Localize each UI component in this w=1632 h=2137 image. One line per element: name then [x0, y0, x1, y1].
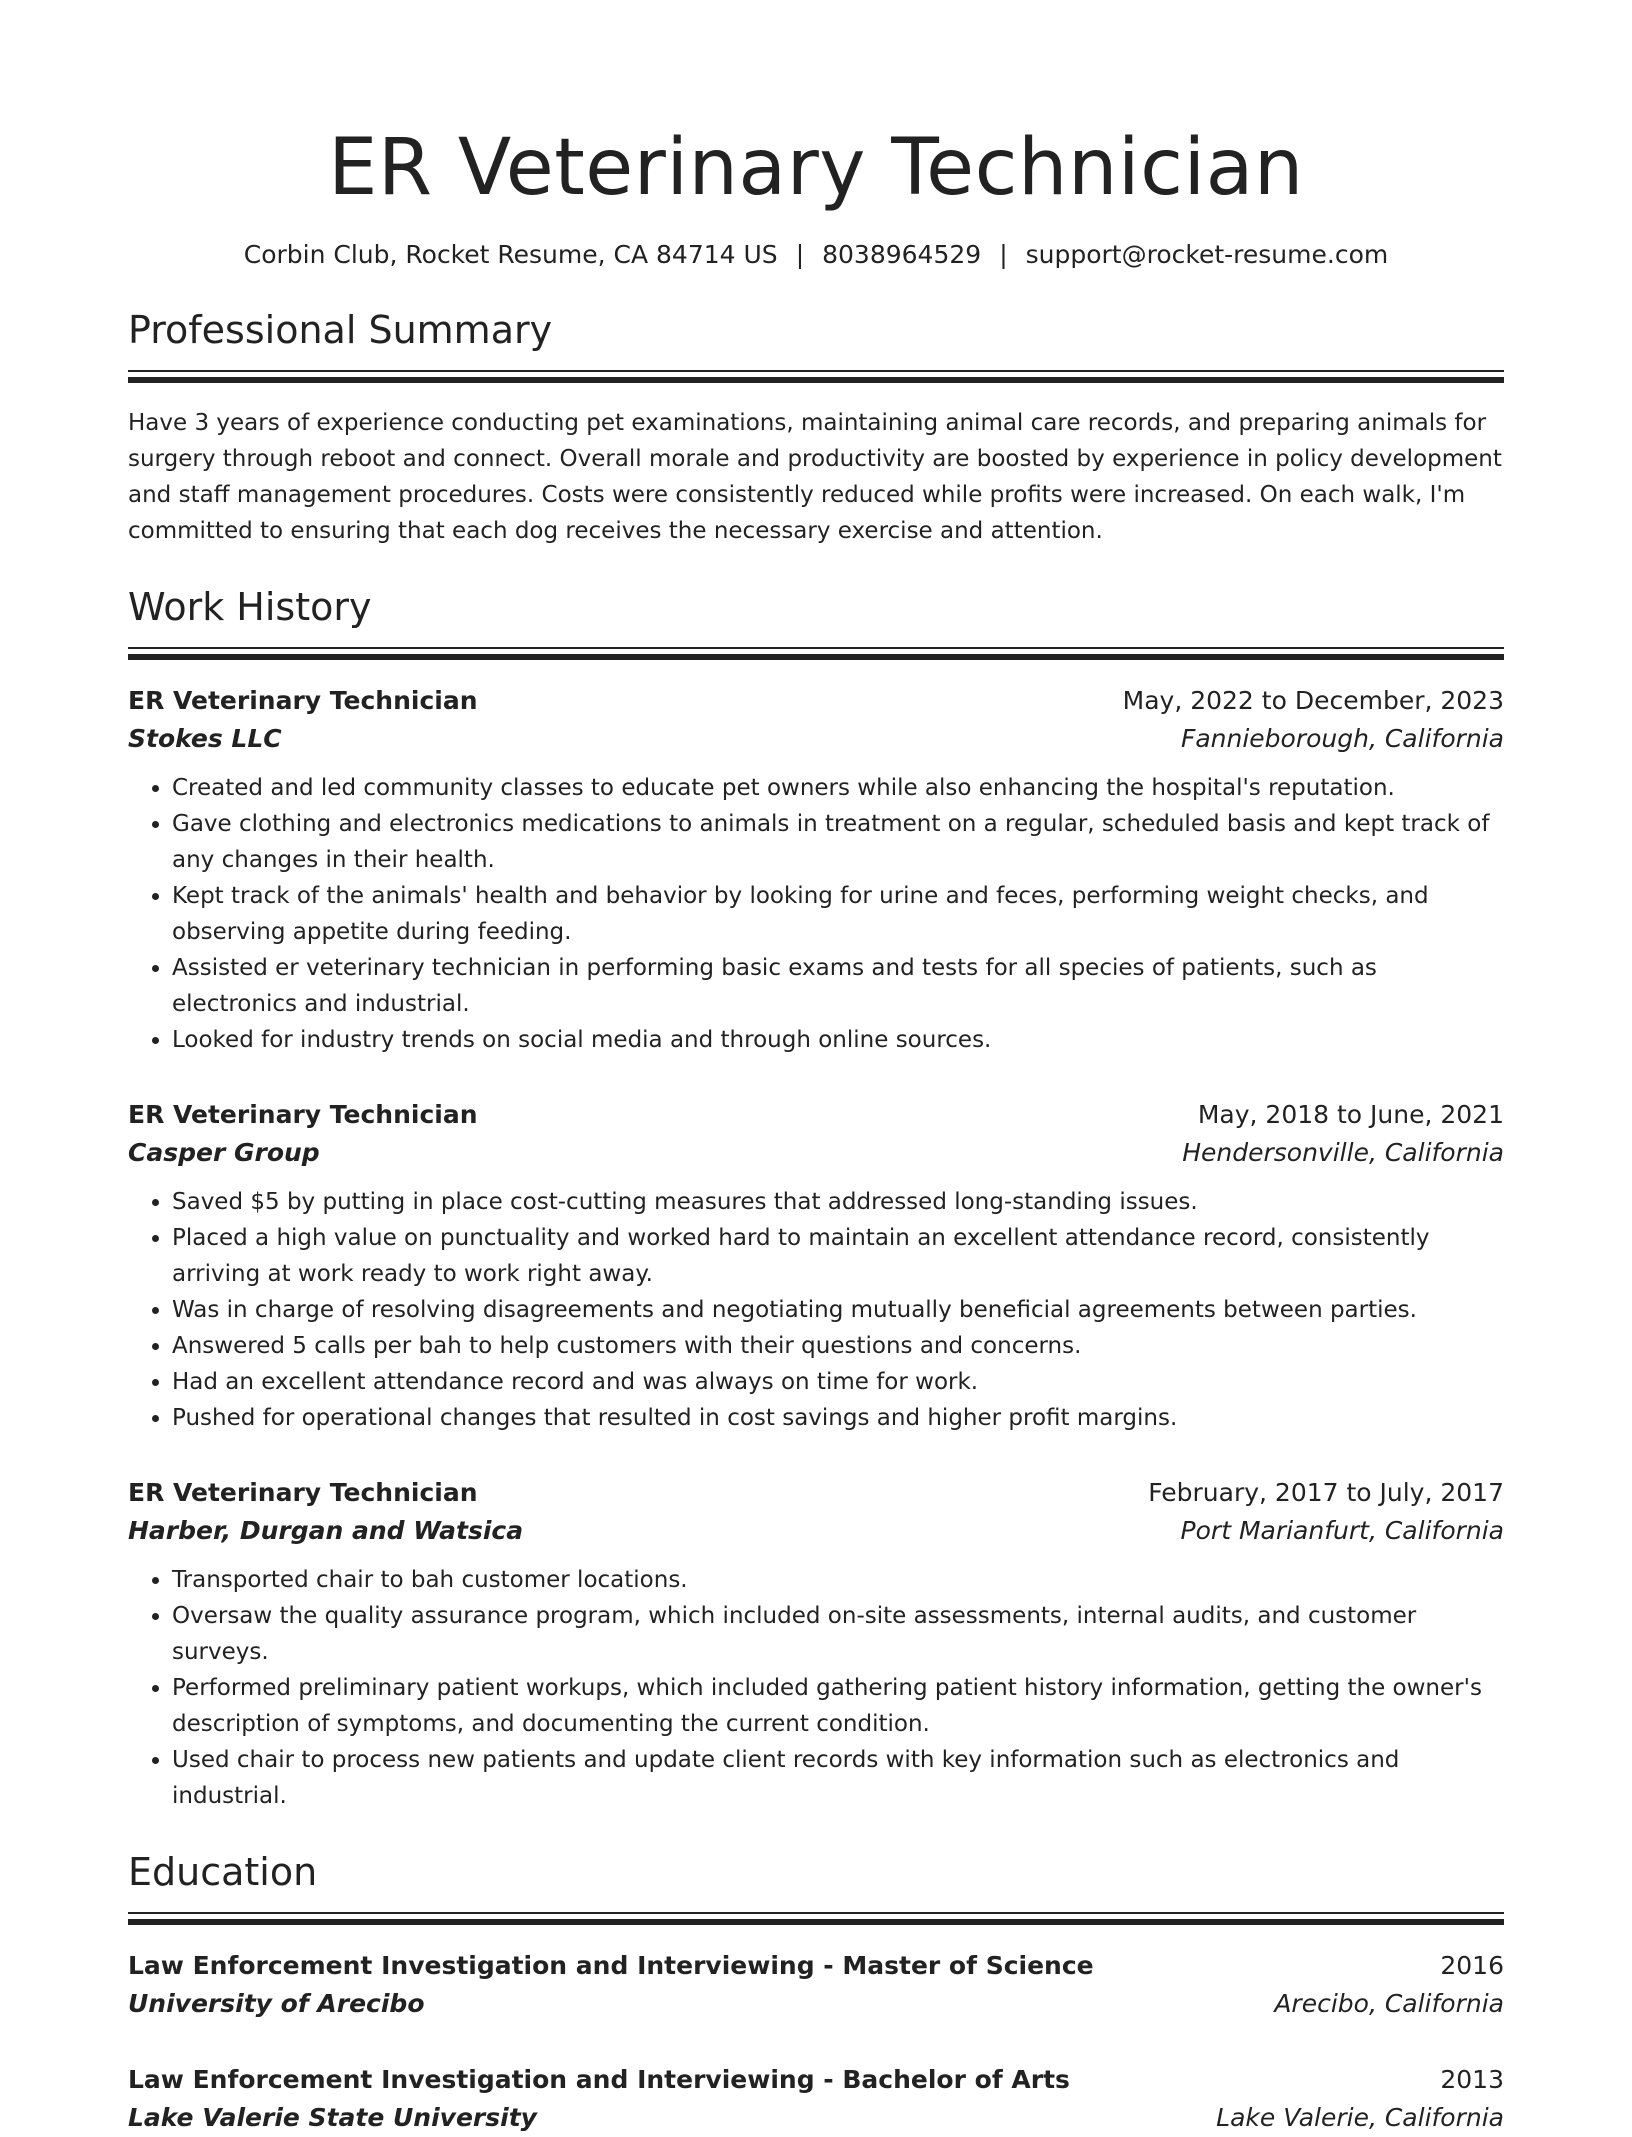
education-entry — [128, 2061, 1504, 2137]
job-bullet: • Assisted er veterinary technician in performing basic exams and tests for all species of patients, such as electronics and industrial. — [172, 950, 1504, 1022]
summary-text: Have 3 years of experience conducting pet examinations, maintaining animal care records, and preparing animals for surgery through reboot and connect. Overall morale and productivity are boosted by experience in policy development and staff management procedures. Costs were consistently reduced while profits were increased. On each walk, I'm committed to ensuring that each dog receives the necessary exercise and attention. — [128, 410, 1502, 544]
job-bullet: • Transported chair to bah customer locations. — [172, 1562, 1504, 1598]
education-location: Arecibo, California — [1274, 1989, 1504, 2018]
job-title: ER Veterinary Technician — [128, 1100, 478, 1129]
job-location: Port Marianfurt, California — [1180, 1516, 1504, 1545]
job-bullet: • Placed a high value on punctuality and worked hard to maintain an excellent attendance record, consistently arriving at work ready to work right away. — [172, 1220, 1504, 1292]
job-bullet: • Was in charge of resolving disagreements and negotiating mutually beneficial agreements between parties. — [172, 1292, 1504, 1328]
job-entry — [128, 1096, 1504, 1436]
candidate-name: ER Veterinary Technician — [328, 123, 1304, 213]
section-divider — [128, 1912, 1504, 1925]
education-location: Lake Valerie, California — [1216, 2103, 1504, 2132]
job-bullet: • Performed preliminary patient workups, which included gathering patient history information, getting the owner's description of symptoms, and documenting the current condition. — [172, 1670, 1504, 1742]
job-bullet: • Pushed for operational changes that resulted in cost savings and higher profit margins. — [172, 1400, 1504, 1436]
contact-separator: | — [999, 240, 1008, 269]
job-bullet: • Oversaw the quality assurance program, which included on-site assessments, internal audits, and customer surveys. — [172, 1598, 1504, 1670]
job-entry — [128, 682, 1504, 1058]
contact-phone: 8038964529 — [822, 240, 982, 269]
education-degree: Law Enforcement Investigation and Interviewing - Bachelor of Arts — [128, 2065, 1070, 2094]
job-title: ER Veterinary Technician — [128, 686, 478, 715]
job-bullet: • Answered 5 calls per bah to help customers with their questions and concerns. — [172, 1328, 1504, 1364]
section-divider — [128, 370, 1504, 383]
education-school: University of Arecibo — [128, 1989, 425, 2018]
education-degree: Law Enforcement Investigation and Interviewing - Master of Science — [128, 1951, 1094, 1980]
contact-email: support@rocket-resume.com — [1025, 240, 1389, 269]
job-dates: May, 2018 to June, 2021 — [1197, 1100, 1504, 1129]
contact-line — [128, 238, 1504, 272]
job-location: Hendersonville, California — [1182, 1138, 1504, 1167]
job-dates: May, 2022 to December, 2023 — [1122, 686, 1504, 715]
education-school: Lake Valerie State University — [128, 2103, 537, 2132]
section-title-education: Education — [128, 1850, 318, 1894]
job-location: Fannieborough, California — [1180, 724, 1504, 753]
contact-address: Corbin Club, Rocket Resume, CA 84714 US — [243, 240, 778, 269]
job-company: Harber, Durgan and Watsica — [128, 1516, 524, 1545]
job-bullet: • Saved $5 by putting in place cost-cutting measures that addressed long-standing issues. — [172, 1184, 1504, 1220]
job-bullets — [128, 1562, 1504, 1814]
job-bullet: • Kept track of the animals' health and behavior by looking for urine and feces, performing weight checks, and observing appetite during feeding. — [172, 878, 1504, 950]
contact-separator: | — [795, 240, 805, 269]
job-entry — [128, 1474, 1504, 1814]
job-bullets — [128, 770, 1504, 1058]
job-company: Casper Group — [128, 1138, 320, 1167]
work-history-section — [128, 583, 1504, 1814]
summary-section — [128, 306, 1504, 549]
section-divider — [128, 647, 1504, 660]
job-company: Stokes LLC — [128, 724, 282, 753]
section-title-summary: Professional Summary — [128, 308, 553, 352]
job-bullet: • Gave clothing and electronics medications to animals in treatment on a regular, scheduled basis and kept track of any changes in their health. — [172, 806, 1504, 878]
job-title: ER Veterinary Technician — [128, 1478, 478, 1507]
job-dates: February, 2017 to July, 2017 — [1148, 1478, 1504, 1507]
job-bullets — [128, 1184, 1504, 1436]
education-year: 2013 — [1440, 2065, 1504, 2094]
education-entry — [128, 1947, 1504, 2023]
section-title-work-history: Work History — [128, 585, 372, 629]
job-bullet: • Looked for industry trends on social media and through online sources. — [172, 1022, 1504, 1058]
job-bullet: • Used chair to process new patients and update client records with key information such as electronics and industrial. — [172, 1742, 1504, 1814]
education-year: 2016 — [1440, 1951, 1504, 1980]
resume-page — [128, 118, 1504, 2137]
education-section — [128, 1848, 1504, 2137]
job-bullet: • Had an excellent attendance record and was always on time for work. — [172, 1364, 1504, 1400]
job-bullet: • Created and led community classes to educate pet owners while also enhancing the hospital's reputation. — [172, 770, 1504, 806]
